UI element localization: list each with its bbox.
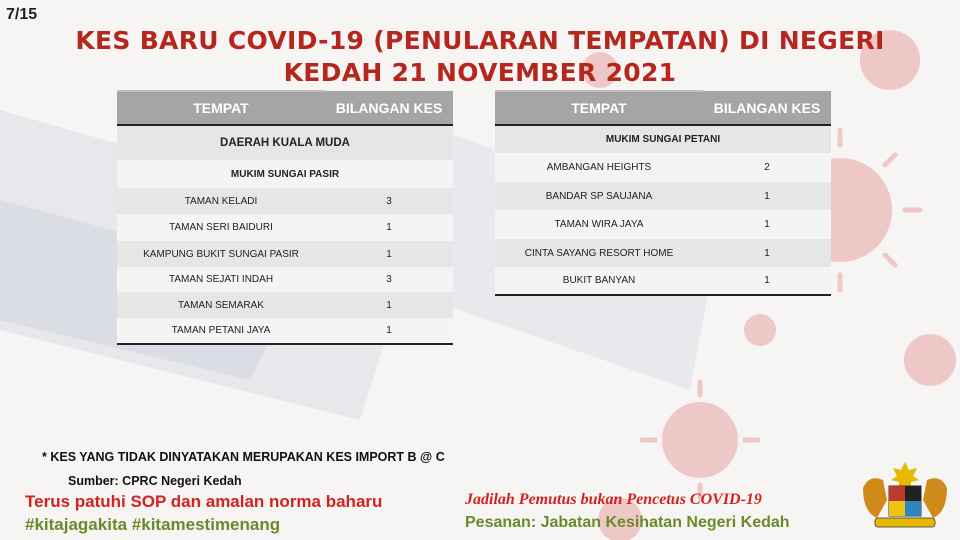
table-row <box>495 182 831 210</box>
place-cell: TAMAN PETANI JAYA <box>117 318 325 344</box>
place-cell: AMBANGAN HEIGHTS <box>495 153 703 182</box>
table-row <box>495 239 831 267</box>
table-row <box>495 153 831 182</box>
place-cell: TAMAN KELADI <box>117 188 325 214</box>
left-case-table <box>117 90 453 345</box>
district-label: DAERAH KUALA MUDA <box>117 125 453 160</box>
table-row <box>117 214 453 241</box>
count-cell: 1 <box>325 214 453 241</box>
place-cell: TAMAN SEJATI INDAH <box>117 267 325 292</box>
table-row <box>117 188 453 214</box>
place-cell: CINTA SAYANG RESORT HOME <box>495 239 703 267</box>
count-cell: 1 <box>703 182 831 210</box>
column-header-place: TEMPAT <box>495 91 703 125</box>
table-row <box>117 292 453 318</box>
state-crest-icon <box>855 458 955 532</box>
count-cell: 1 <box>325 318 453 344</box>
place-cell: TAMAN WIRA JAYA <box>495 210 703 239</box>
table-row <box>495 267 831 295</box>
count-cell: 1 <box>703 267 831 295</box>
source-label: Sumber: CPRC Negeri Kedah <box>68 474 242 488</box>
count-cell: 1 <box>703 239 831 267</box>
page-title: KES BARU COVID-19 (PENULARAN TEMPATAN) DI NEGERI <box>75 26 885 55</box>
page-number: 7/15 <box>6 6 38 23</box>
count-cell: 2 <box>703 153 831 182</box>
table-row <box>117 267 453 292</box>
count-cell: 3 <box>325 267 453 292</box>
count-cell: 1 <box>325 292 453 318</box>
column-header-place: TEMPAT <box>117 91 325 125</box>
page-title-date: KEDAH 21 NOVEMBER 2021 <box>283 58 677 87</box>
mukim-label: MUKIM SUNGAI PASIR <box>117 160 453 188</box>
right-case-table <box>495 90 831 296</box>
place-cell: BUKIT BANYAN <box>495 267 703 295</box>
column-header-count: BILANGAN KES <box>325 91 453 125</box>
place-cell: TAMAN SERI BAIDURI <box>117 214 325 241</box>
place-cell: KAMPUNG BUKIT SUNGAI PASIR <box>117 241 325 267</box>
place-cell: TAMAN SEMARAK <box>117 292 325 318</box>
count-cell: 1 <box>325 241 453 267</box>
table-row <box>117 318 453 344</box>
table-row <box>495 210 831 239</box>
mukim-label: MUKIM SUNGAI PETANI <box>495 125 831 153</box>
issuer-message: Pesanan: Jabatan Kesihatan Negeri Kedah <box>465 514 790 531</box>
slogan-message: Jadilah Pemutus bukan Pencetus COVID-19 <box>465 491 762 508</box>
count-cell: 3 <box>325 188 453 214</box>
table-row <box>117 241 453 267</box>
footnote: * KES YANG TIDAK DINYATAKAN MERUPAKAN KES IMPORT B @ C <box>42 450 445 464</box>
count-cell: 1 <box>703 210 831 239</box>
hashtag-message: #kitajagakita #kitamestimenang <box>25 515 281 534</box>
sop-message: Terus patuhi SOP dan amalan norma baharu <box>25 492 383 511</box>
column-header-count: BILANGAN KES <box>703 91 831 125</box>
place-cell: BANDAR SP SAUJANA <box>495 182 703 210</box>
